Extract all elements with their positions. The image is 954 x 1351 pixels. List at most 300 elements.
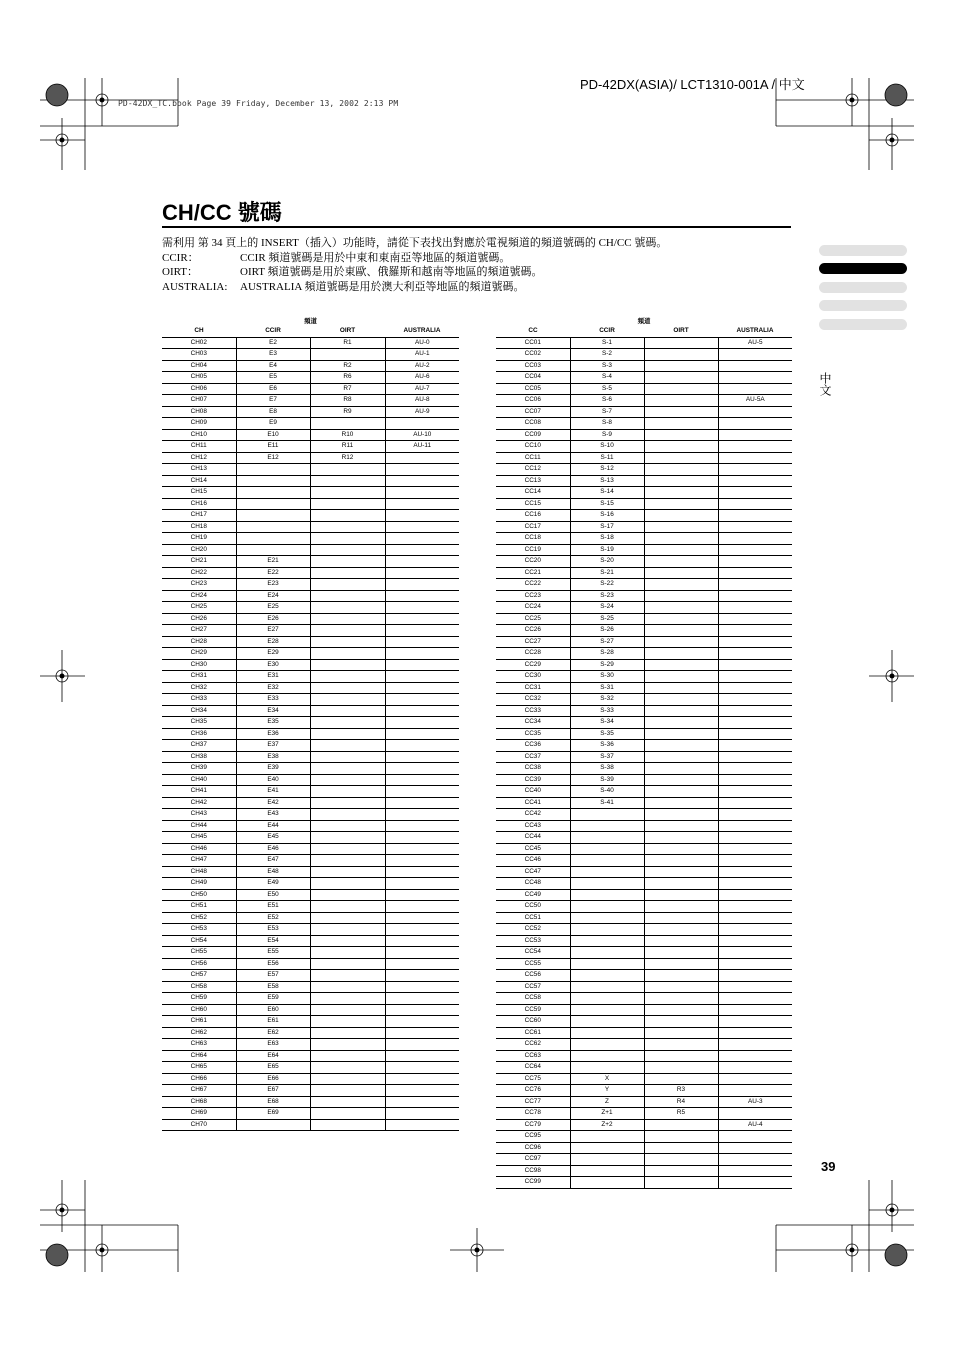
table-cell: CH40 — [162, 774, 236, 786]
table-cell: CC27 — [496, 636, 570, 648]
table-cell — [644, 337, 718, 349]
description-item — [162, 280, 667, 295]
table-cell — [644, 751, 718, 763]
table-row — [496, 809, 792, 821]
table-cell: CC35 — [496, 728, 570, 740]
table-cell: CH33 — [162, 694, 236, 706]
table-cell: E29 — [236, 648, 310, 660]
table-cell: S-23 — [570, 590, 644, 602]
table-cell — [644, 602, 718, 614]
table-cell — [385, 625, 459, 637]
table-row — [162, 694, 459, 706]
table-row — [162, 1027, 459, 1039]
table-row — [496, 947, 792, 959]
table-cell — [644, 406, 718, 418]
table-cell — [310, 475, 385, 487]
table-row — [496, 498, 792, 510]
table-cell — [570, 993, 644, 1005]
table-row — [162, 889, 459, 901]
table-cell: S-6 — [570, 395, 644, 407]
table-row — [496, 1016, 792, 1028]
table-cell: CH67 — [162, 1085, 236, 1097]
table-row — [496, 1062, 792, 1074]
table-cell: CH05 — [162, 372, 236, 384]
table-cell: AU-7 — [385, 383, 459, 395]
table-cell — [385, 820, 459, 832]
table-cell — [310, 1050, 385, 1062]
table-cell: CH30 — [162, 659, 236, 671]
table-cell — [310, 464, 385, 476]
table-cell: CC39 — [496, 774, 570, 786]
table-cell — [570, 1050, 644, 1062]
table-cell — [310, 740, 385, 752]
table-cell: CH08 — [162, 406, 236, 418]
table-cell: CC08 — [496, 418, 570, 430]
table-cell — [644, 1062, 718, 1074]
table-cell — [310, 935, 385, 947]
table-cell: E65 — [236, 1062, 310, 1074]
table-cell — [644, 717, 718, 729]
table-cell — [570, 981, 644, 993]
table-cell — [236, 510, 310, 522]
table-row — [162, 602, 459, 614]
table-cell — [644, 694, 718, 706]
table-cell — [644, 993, 718, 1005]
table-cell — [718, 843, 792, 855]
table-row — [162, 671, 459, 683]
table-cell: S-16 — [570, 510, 644, 522]
table-cell: CH10 — [162, 429, 236, 441]
table-cell — [236, 464, 310, 476]
table-row — [162, 809, 459, 821]
table-cell: CC59 — [496, 1004, 570, 1016]
table-row — [496, 728, 792, 740]
table-row — [496, 694, 792, 706]
page-number: 39 — [821, 1159, 836, 1174]
table-cell — [644, 464, 718, 476]
table-row — [162, 981, 459, 993]
table-row — [496, 521, 792, 533]
table-cell: CC25 — [496, 613, 570, 625]
table-cell — [385, 544, 459, 556]
table-cell — [644, 579, 718, 591]
table-cell — [236, 487, 310, 499]
table-row — [496, 429, 792, 441]
table-cell — [385, 498, 459, 510]
table-cell — [644, 1154, 718, 1166]
table-cell — [718, 797, 792, 809]
table-cell — [385, 510, 459, 522]
table-cell — [310, 579, 385, 591]
table-row — [162, 498, 459, 510]
table-cell — [644, 728, 718, 740]
table-cell: CH69 — [162, 1108, 236, 1120]
table-cell: CC76 — [496, 1085, 570, 1097]
table-cell — [718, 510, 792, 522]
table-cell: S-12 — [570, 464, 644, 476]
table-cell — [570, 1142, 644, 1154]
table-cell — [310, 659, 385, 671]
table-row — [162, 544, 459, 556]
table-row — [162, 786, 459, 798]
table-cell: CH48 — [162, 866, 236, 878]
table-cell — [644, 383, 718, 395]
table-cell — [310, 567, 385, 579]
language-tab — [819, 300, 907, 311]
table-cell: Z+1 — [570, 1108, 644, 1120]
table-cell — [644, 659, 718, 671]
table-cell: CC36 — [496, 740, 570, 752]
table-row — [162, 855, 459, 867]
table-row — [496, 797, 792, 809]
table-cell — [718, 372, 792, 384]
table-cell — [236, 1119, 310, 1131]
table-row — [162, 406, 459, 418]
table-cell: S-32 — [570, 694, 644, 706]
table-cell — [570, 1016, 644, 1028]
table-cell: CC75 — [496, 1073, 570, 1085]
table-row — [162, 659, 459, 671]
table-cell: S-17 — [570, 521, 644, 533]
table-row — [496, 912, 792, 924]
table-cell: CH58 — [162, 981, 236, 993]
table-cell: S-4 — [570, 372, 644, 384]
table-cell — [644, 452, 718, 464]
table-cell — [385, 717, 459, 729]
table-cell — [718, 613, 792, 625]
table-cell: CH64 — [162, 1050, 236, 1062]
column-header: AUSTRALIA — [718, 326, 792, 337]
table-cell: E69 — [236, 1108, 310, 1120]
table-cell — [385, 786, 459, 798]
table-cell — [310, 613, 385, 625]
table-cell: R3 — [644, 1085, 718, 1097]
table-row — [496, 487, 792, 499]
table-cell: AU-8 — [385, 395, 459, 407]
table-cell — [644, 429, 718, 441]
table-cell: CH51 — [162, 901, 236, 913]
table-cell: CC05 — [496, 383, 570, 395]
table-cell: CC21 — [496, 567, 570, 579]
table-cell: S-5 — [570, 383, 644, 395]
table-cell — [310, 602, 385, 614]
table-cell — [644, 924, 718, 936]
table-row — [496, 1085, 792, 1097]
table-cell — [718, 556, 792, 568]
table-cell — [570, 1004, 644, 1016]
table-cell — [236, 533, 310, 545]
table-cell — [644, 590, 718, 602]
table-row — [162, 567, 459, 579]
table-row — [496, 671, 792, 683]
table-cell — [310, 1108, 385, 1120]
table-cell: CH31 — [162, 671, 236, 683]
table-cell: E32 — [236, 682, 310, 694]
table-cell — [385, 694, 459, 706]
table-cell: CH06 — [162, 383, 236, 395]
table-cell — [718, 728, 792, 740]
table-cell: Y — [570, 1085, 644, 1097]
table-cell: S-11 — [570, 452, 644, 464]
table-cell — [644, 705, 718, 717]
table-row — [496, 452, 792, 464]
table-cell — [718, 809, 792, 821]
table-cell — [718, 740, 792, 752]
table-row — [162, 337, 459, 349]
table-cell — [570, 1027, 644, 1039]
table-cell — [718, 636, 792, 648]
table-cell: CC58 — [496, 993, 570, 1005]
table-cell: CC50 — [496, 901, 570, 913]
table-cell — [644, 510, 718, 522]
table-cell — [644, 797, 718, 809]
table-cell: S-24 — [570, 602, 644, 614]
table-cell — [644, 1177, 718, 1189]
table-cell — [385, 1016, 459, 1028]
table-cell — [385, 924, 459, 936]
table-cell — [644, 809, 718, 821]
table-cell: S-14 — [570, 487, 644, 499]
table-cell: CC23 — [496, 590, 570, 602]
table-cell — [644, 1050, 718, 1062]
table-cell: CH61 — [162, 1016, 236, 1028]
table-cell — [718, 981, 792, 993]
table-cell: E60 — [236, 1004, 310, 1016]
table-cell: E30 — [236, 659, 310, 671]
table-cell: CC22 — [496, 579, 570, 591]
table-cell — [385, 671, 459, 683]
table-cell — [644, 740, 718, 752]
table-row — [162, 625, 459, 637]
table-cell — [385, 751, 459, 763]
table-row — [162, 1119, 459, 1131]
description — [162, 236, 667, 294]
table-cell: CC52 — [496, 924, 570, 936]
table-cell: E53 — [236, 924, 310, 936]
table-cell — [718, 1016, 792, 1028]
table-cell — [310, 648, 385, 660]
table-cell: E10 — [236, 429, 310, 441]
description-item — [162, 251, 667, 266]
table-cell — [718, 751, 792, 763]
table-cell: E43 — [236, 809, 310, 821]
table-cell: CC40 — [496, 786, 570, 798]
table-row — [496, 602, 792, 614]
table-cell — [718, 418, 792, 430]
table-cell: CC99 — [496, 1177, 570, 1189]
table-cell: S-9 — [570, 429, 644, 441]
table-cell — [310, 418, 385, 430]
table-cell — [718, 659, 792, 671]
table-cell: CC37 — [496, 751, 570, 763]
table-cell — [644, 1016, 718, 1028]
table-cell: CC14 — [496, 487, 570, 499]
table-cell: S-2 — [570, 349, 644, 361]
column-header: CCIR — [236, 326, 310, 337]
table-cell — [644, 981, 718, 993]
column-header: CC — [496, 326, 570, 337]
page-title: CH/CC 號碼 — [162, 200, 282, 225]
table-cell — [385, 659, 459, 671]
table-cell: CH27 — [162, 625, 236, 637]
table-cell: CC12 — [496, 464, 570, 476]
table-cell: CC31 — [496, 682, 570, 694]
table-cell — [385, 1108, 459, 1120]
table-cell: CH57 — [162, 970, 236, 982]
table-cell: S-40 — [570, 786, 644, 798]
table-row — [496, 510, 792, 522]
table-row — [162, 717, 459, 729]
table-row — [496, 1177, 792, 1189]
table-cell: E40 — [236, 774, 310, 786]
table-cell: R9 — [310, 406, 385, 418]
table-cell — [644, 487, 718, 499]
table-cell: CC03 — [496, 360, 570, 372]
table-cell — [718, 970, 792, 982]
table-cell — [385, 533, 459, 545]
table-cell: CC63 — [496, 1050, 570, 1062]
table-cell — [570, 947, 644, 959]
table-row — [496, 418, 792, 430]
table-cell — [385, 832, 459, 844]
table-cell: CH65 — [162, 1062, 236, 1074]
table-cell: CC29 — [496, 659, 570, 671]
table-cell — [385, 567, 459, 579]
table-cell: S-25 — [570, 613, 644, 625]
table-cell: R4 — [644, 1096, 718, 1108]
table-cell: AU-5A — [718, 395, 792, 407]
table-cell — [310, 349, 385, 361]
table-row — [496, 648, 792, 660]
table-cell: CH46 — [162, 843, 236, 855]
table-cell: S-7 — [570, 406, 644, 418]
table-cell — [718, 717, 792, 729]
table-cell — [385, 947, 459, 959]
table-cell — [644, 625, 718, 637]
table-cell: R5 — [644, 1108, 718, 1120]
table-row — [496, 1039, 792, 1051]
table-row — [496, 717, 792, 729]
table-cell: R12 — [310, 452, 385, 464]
table-cell — [644, 533, 718, 545]
table-cell — [718, 1004, 792, 1016]
table-row — [496, 1165, 792, 1177]
table-cell: E26 — [236, 613, 310, 625]
table-cell: CH15 — [162, 487, 236, 499]
table-row — [162, 740, 459, 752]
table-row — [162, 1073, 459, 1085]
table-row — [162, 774, 459, 786]
table-cell — [718, 1039, 792, 1051]
table-cell: S-34 — [570, 717, 644, 729]
table-cell: CC41 — [496, 797, 570, 809]
table-row — [496, 475, 792, 487]
table-cell: CC62 — [496, 1039, 570, 1051]
table-cell: E50 — [236, 889, 310, 901]
table-cell — [310, 843, 385, 855]
table-cell — [718, 602, 792, 614]
table-cell — [385, 901, 459, 913]
table-row — [162, 395, 459, 407]
table-cell — [718, 464, 792, 476]
table-cell — [310, 993, 385, 1005]
language-tab-active — [819, 263, 907, 274]
table-cell: S-19 — [570, 544, 644, 556]
table-cell — [644, 947, 718, 959]
table-cell — [644, 763, 718, 775]
table-cell — [310, 533, 385, 545]
table-row — [496, 878, 792, 890]
table-cell: CH59 — [162, 993, 236, 1005]
table-cell — [570, 820, 644, 832]
table-cell: X — [570, 1073, 644, 1085]
table-cell — [385, 774, 459, 786]
table-cell — [385, 1085, 459, 1097]
table-row — [496, 1131, 792, 1143]
table-cell — [644, 648, 718, 660]
table-cell: CC48 — [496, 878, 570, 890]
table-cell — [644, 544, 718, 556]
table-cell: R8 — [310, 395, 385, 407]
table-cell — [718, 1177, 792, 1189]
table-row — [162, 590, 459, 602]
table-cell — [644, 889, 718, 901]
table-cell — [644, 1165, 718, 1177]
table-cell — [718, 487, 792, 499]
table-cell: E11 — [236, 441, 310, 453]
table-cell: CC24 — [496, 602, 570, 614]
table-cell: CH23 — [162, 579, 236, 591]
table-cell — [718, 855, 792, 867]
table-row — [162, 1050, 459, 1062]
table-row — [162, 579, 459, 591]
table-cell — [718, 866, 792, 878]
table-cell — [570, 1177, 644, 1189]
table-row — [162, 797, 459, 809]
table-cell — [310, 763, 385, 775]
table-cell — [718, 786, 792, 798]
table-cell — [570, 809, 644, 821]
table-cell: E61 — [236, 1016, 310, 1028]
table-cell — [385, 1119, 459, 1131]
table-cell: AU-3 — [718, 1096, 792, 1108]
table-row — [496, 1108, 792, 1120]
table-cell: CC01 — [496, 337, 570, 349]
table-cell: CH16 — [162, 498, 236, 510]
table-cell: CC64 — [496, 1062, 570, 1074]
table-cell: E51 — [236, 901, 310, 913]
table-cell — [718, 832, 792, 844]
table-row — [496, 843, 792, 855]
table-row — [162, 360, 459, 372]
table-cell — [644, 441, 718, 453]
table-cell — [385, 855, 459, 867]
table-cell — [718, 567, 792, 579]
table-row — [496, 360, 792, 372]
table-cell: CH18 — [162, 521, 236, 533]
table-row — [162, 878, 459, 890]
table-row — [162, 533, 459, 545]
table-cell: CC18 — [496, 533, 570, 545]
table-cell: CH26 — [162, 613, 236, 625]
table-cell — [385, 1004, 459, 1016]
table-cell — [385, 935, 459, 947]
table-cell — [718, 1142, 792, 1154]
table-cell — [644, 786, 718, 798]
table-cell: CC02 — [496, 349, 570, 361]
table-cell — [310, 912, 385, 924]
table-cell — [718, 625, 792, 637]
